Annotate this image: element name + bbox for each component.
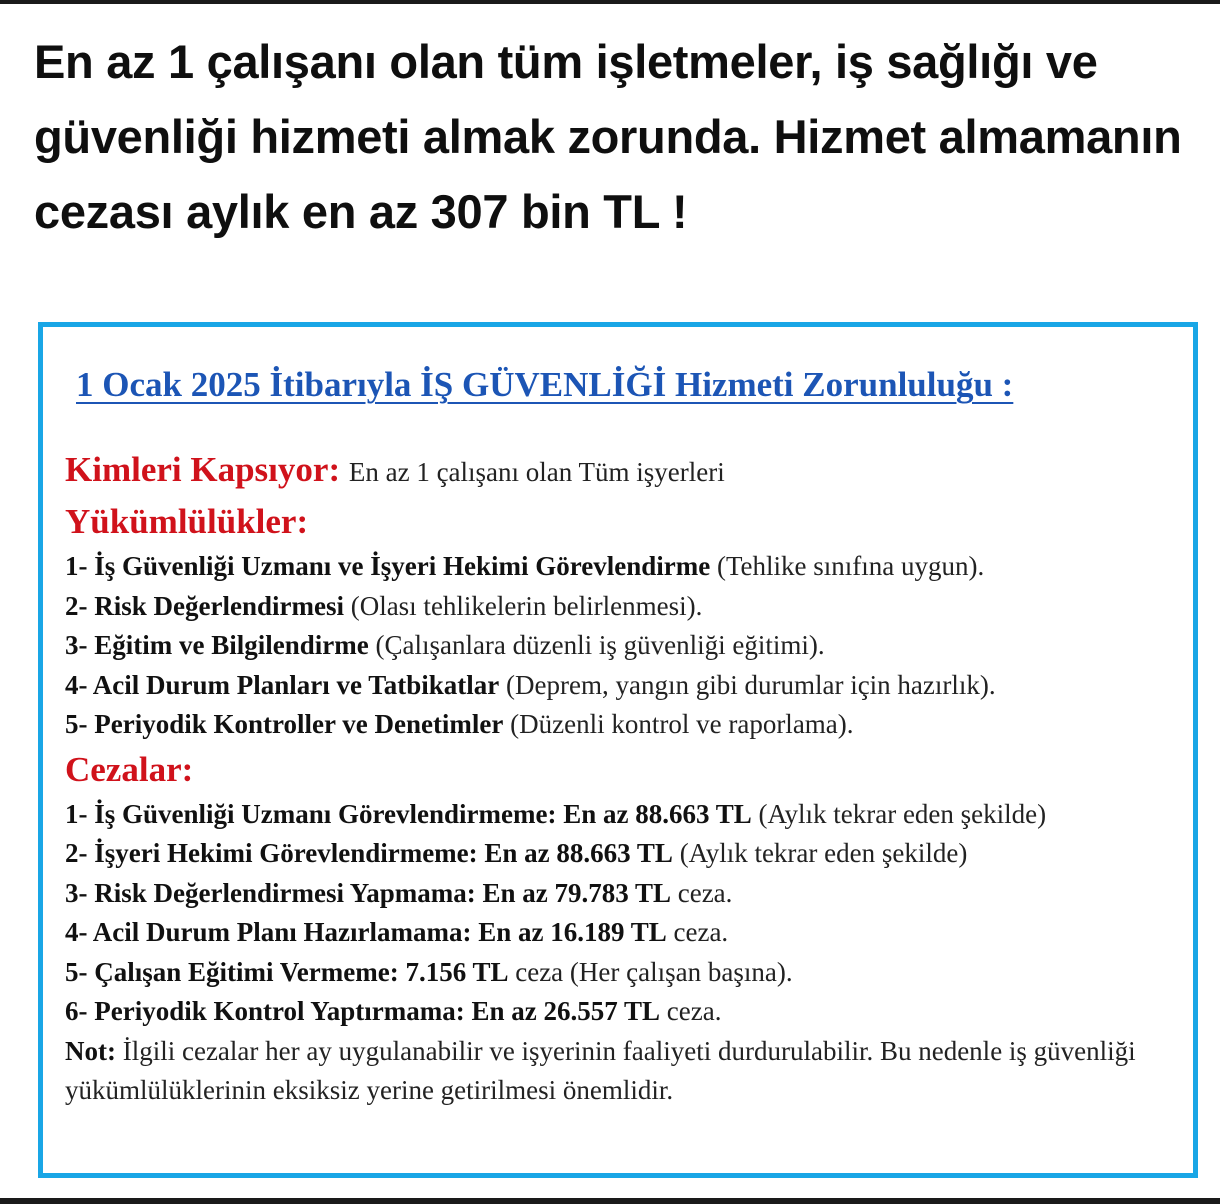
- obligation-title: 2- Risk Değerlendirmesi: [65, 590, 344, 621]
- obligations-label: Yükümlülükler:: [65, 502, 309, 541]
- penalty-title: 6- Periyodik Kontrol Yaptırmama: En az 26.557 TL: [65, 996, 661, 1026]
- penalty-detail: (Aylık tekrar eden şekilde): [751, 798, 1047, 829]
- penalty-title: 5- Çalışan Eğitimi Vermeme: 7.156 TL: [65, 956, 509, 987]
- penalty-title: 4- Acil Durum Planı Hazırlamama: En az 16.189 TL: [65, 917, 667, 947]
- obligation-detail: (Düzenli kontrol ve raporlama).: [503, 709, 854, 739]
- penalty-detail: (Aylık tekrar eden şekilde): [672, 838, 968, 868]
- obligation-item: [65, 587, 1180, 627]
- penalty-detail: ceza.: [660, 996, 722, 1026]
- obligation-detail: (Deprem, yangın gibi durumlar için hazırlık).: [499, 669, 996, 700]
- penalty-item: [65, 795, 1180, 835]
- penalty-title: 3- Risk Değerlendirmesi Yapmama: En az 79.783 TL: [65, 877, 671, 908]
- obligation-title: 3- Eğitim ve Bilgilendirme: [65, 630, 369, 660]
- penalty-item: [65, 834, 1180, 874]
- scope-text: En az 1 çalışanı olan Tüm işyerleri: [348, 457, 725, 487]
- info-panel: [38, 322, 1198, 1178]
- obligation-title: 1- İş Güvenliği Uzmanı ve İşyeri Hekimi Görevlendirme: [65, 551, 711, 581]
- penalty-item: [65, 874, 1180, 914]
- penalty-item: [65, 913, 1180, 953]
- note-label: Not:: [65, 1035, 116, 1066]
- obligation-detail: (Olası tehlikelerin belirlenmesi).: [343, 590, 703, 621]
- obligation-title: 5- Periyodik Kontroller ve Denetimler: [65, 709, 504, 739]
- penalty-item: [65, 992, 1180, 1032]
- obligation-item: [65, 705, 1180, 745]
- panel-body: [65, 445, 1180, 1111]
- penalty-title: 1- İş Güvenliği Uzmanı Görevlendirmeme: En az 88.663 TL: [65, 798, 752, 829]
- top-divider: [0, 0, 1220, 4]
- panel-title: 1 Ocak 2025 İtibarıyla İŞ GÜVENLİĞİ Hizmeti Zorunluluğu :: [76, 365, 1014, 404]
- obligation-item: [65, 547, 1180, 587]
- obligation-detail: (Çalışanlara düzenli iş güvenliği eğitimi).: [368, 630, 825, 660]
- penalty-detail: ceza.: [670, 877, 733, 908]
- bottom-divider: [0, 1198, 1220, 1204]
- penalty-item: [65, 953, 1180, 993]
- obligation-detail: (Tehlike sınıfına uygun).: [710, 551, 985, 581]
- penalty-detail: ceza.: [666, 917, 729, 947]
- obligation-item: [65, 666, 1180, 706]
- penalty-title: 2- İşyeri Hekimi Görevlendirmeme: En az 88.663 TL: [65, 838, 673, 868]
- scope-label: Kimleri Kapsıyor:: [65, 450, 341, 489]
- penalties-label: Cezalar:: [65, 749, 194, 789]
- note-paragraph: [65, 1032, 1180, 1111]
- obligation-item: [65, 626, 1180, 666]
- penalty-detail: ceza (Her çalışan başına).: [508, 956, 793, 987]
- obligation-title: 4- Acil Durum Planları ve Tatbikatlar: [65, 669, 500, 700]
- post-headline: En az 1 çalışanı olan tüm işletmeler, iş sağlığı ve güvenliği hizmeti almak zorunda. Hizmet almamanın cezası aylık en az 307 bin TL !: [34, 35, 1182, 238]
- note-text: İlgili cezalar her ay uygulanabilir ve işyerinin faaliyeti durdurulabilir. Bu nedenle iş güvenliği yükümlülüklerinin eksiksiz yerine getirilmesi önemlidir.: [65, 1035, 1136, 1105]
- scope-row: [65, 445, 1180, 497]
